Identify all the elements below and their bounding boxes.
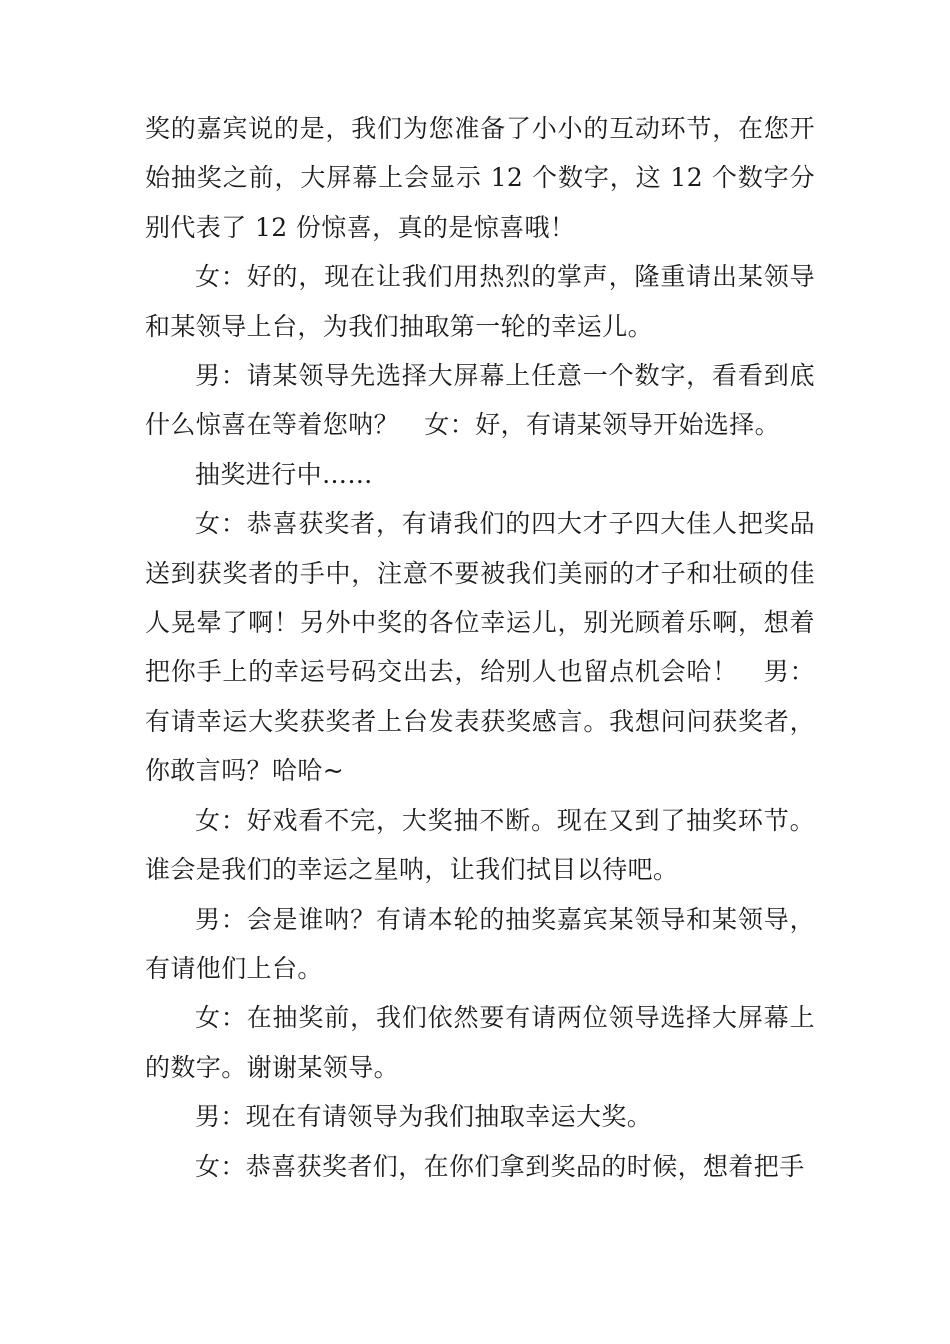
paragraph-1: 奖的嘉宾说的是，我们为您准备了小小的互动环节，在您开始抽奖之前，大屏幕上会显示 12 个数字，这 12 个数字分别代表了 12 份惊喜，真的是惊喜哦！ bbox=[145, 114, 815, 242]
paragraph-2: 女：好的，现在让我们用热烈的掌声，隆重请出某领导和某领导上台，为我们抽取第一轮的幸运儿。 bbox=[145, 262, 815, 341]
document-body bbox=[145, 104, 815, 1191]
paragraph-9: 男：现在有请领导为我们抽取幸运大奖。 bbox=[195, 1102, 653, 1132]
paragraph-6: 女：好戏看不完，大奖抽不断。现在又到了抽奖环节。谁会是我们的幸运之星呐，让我们拭目以待吧。 bbox=[145, 805, 815, 885]
paragraph-7: 男：会是谁呐？有请本轮的抽奖嘉宾某领导和某领导，有请他们上台。 bbox=[145, 904, 815, 983]
paragraph-4: 抽奖进行中…… bbox=[195, 459, 373, 489]
paragraph-8: 女：在抽奖前，我们依然要有请两位领导选择大屏幕上的数字。谢谢某领导。 bbox=[145, 1003, 815, 1082]
paragraph-10: 女：恭喜获奖者们，在你们拿到奖品的时候，想着把手 bbox=[195, 1151, 805, 1181]
paragraph-5: 女：恭喜获奖者，有请我们的四大才子四大佳人把奖品送到获奖者的手中，注意不要被我们美丽的才子和壮硕的佳人晃晕了啊！另外中奖的各位幸运儿，别光顾着乐啊，想着把你手上的幸运号码交出去，给别人也留点机会哈！ 男：有请幸运大奖获奖者上台发表获奖感言。我想问问获奖者，你敢言吗？哈哈~ bbox=[145, 509, 815, 786]
paragraph-3: 男：请某领导先选择大屏幕上任意一个数字，看看到底什么惊喜在等着您呐？ 女：好，有请某领导开始选择。 bbox=[145, 361, 815, 440]
